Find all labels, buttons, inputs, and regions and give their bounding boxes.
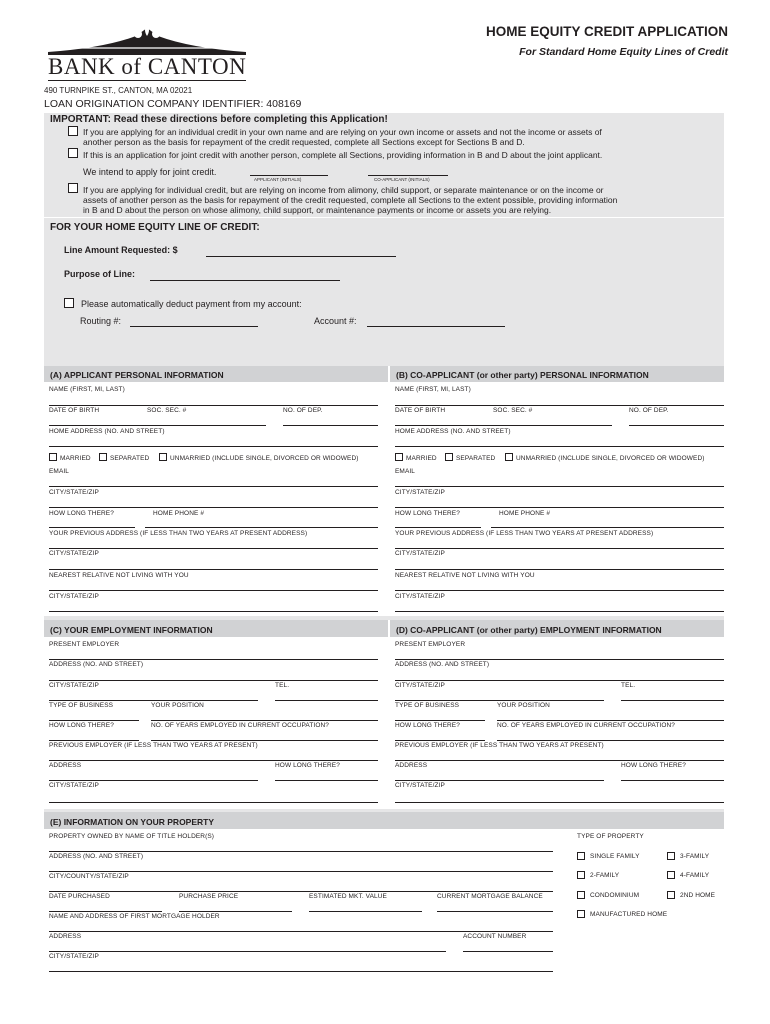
d-tel-label: TEL. [621,682,636,689]
b-city-field[interactable] [395,507,724,508]
c-years-label: NO. OF YEARS EMPLOYED IN CURRENT OCCUPATION? [151,722,330,729]
purpose-field[interactable] [150,280,340,281]
b-city2-field[interactable] [395,569,724,570]
a-unmarried-checkbox[interactable] [159,453,167,461]
a-how-long-field[interactable] [49,527,135,528]
b-prev-address-label: YOUR PREVIOUS ADDRESS (IF LESS THAN TWO YEARS AT PRESENT ADDRESS) [395,530,654,537]
c-years-field[interactable] [151,740,378,741]
e-price-label: PURCHASE PRICE [179,893,239,900]
c-how-long2-field[interactable] [275,780,378,781]
d-position-label: YOUR POSITION [497,702,550,709]
bank-address: 490 TURNPIKE ST., CANTON, MA 02021 [44,86,193,95]
c-employer-label: PRESENT EMPLOYER [49,641,120,648]
e-city-label: CITY/COUNTY/STATE/ZIP [49,873,129,880]
a-prev-address-label: YOUR PREVIOUS ADDRESS (IF LESS THAN TWO YEARS AT PRESENT ADDRESS) [49,530,308,537]
a-relative-label: NEAREST RELATIVE NOT LIVING WITH YOU [49,572,189,579]
d-city-label: CITY/STATE/ZIP [395,682,445,689]
joint-credit-checkbox[interactable] [68,148,78,158]
manufactured-checkbox[interactable] [577,910,585,918]
b-city3-field[interactable] [395,611,724,612]
d-business-label: TYPE OF BUSINESS [395,702,460,709]
option1-line2: another person as the basis for repayment of the credit requested, complete all Sections except for Sections B and D. [83,137,525,147]
section-ab-divider [388,366,390,616]
section-c-title: (C) YOUR EMPLOYMENT INFORMATION [50,625,213,635]
b-home-phone-label: HOME PHONE # [499,510,551,517]
intend-joint-text: We intend to apply for joint credit. [83,167,217,177]
two-family-label: 2-FAMILY [590,872,620,879]
b-relative-label: NEAREST RELATIVE NOT LIVING WITH YOU [395,572,535,579]
e-date-purchased-label: DATE PURCHASED [49,893,110,900]
c-tel-field[interactable] [275,700,378,701]
a-city-field[interactable] [49,507,378,508]
a-dob-field[interactable] [49,425,266,426]
condominium-label: CONDOMINIUM [590,892,640,899]
d-how-long2-label: HOW LONG THERE? [621,762,686,769]
d-position-field[interactable] [497,720,724,721]
b-email-field[interactable] [395,486,724,487]
b-home-address-field[interactable] [395,446,724,447]
important-heading: IMPORTANT: Read these directions before completing this Application! [50,114,388,125]
b-unmarried-label: UNMARRIED (INCLUDE SINGLE, DIVORCED OR WIDOWED) [516,455,705,462]
c-address2-label: ADDRESS [49,762,82,769]
option3-line2: assets of another person as the basis for repayment of the credit requested, complete all Sections to the extent possible, providing information [83,195,618,205]
a-city2-label: CITY/STATE/ZIP [49,550,99,557]
e-account-number-field[interactable] [463,951,553,952]
a-city3-label: CITY/STATE/ZIP [49,593,99,600]
a-dob-label: DATE OF BIRTH [49,407,100,414]
e-address2-label: ADDRESS [49,933,82,940]
d-address-field[interactable] [395,680,724,681]
c-how-long2-label: HOW LONG THERE? [275,762,340,769]
b-home-phone-field[interactable] [491,527,724,528]
d-prev-employer-field[interactable] [395,760,724,761]
second-home-label: 2ND HOME [680,892,716,899]
manufactured-label: MANUFACTURED HOME [590,911,668,918]
d-prev-employer-label: PREVIOUS EMPLOYER (IF LESS THAN TWO YEARS AT PRESENT) [395,742,604,749]
b-ssn-label: SOC. SEC. # [493,407,533,414]
loan-id: LOAN ORIGINATION COMPANY IDENTIFIER: 408169 [44,98,302,110]
section-cd-divider [388,620,390,809]
c-prev-employer-label: PREVIOUS EMPLOYER (IF LESS THAN TWO YEARS AT PRESENT) [49,742,258,749]
single-family-label: SINGLE FAMILY [590,853,640,860]
option3-text [83,185,617,215]
d-employer-field[interactable] [395,659,724,660]
e-first-mortgage-field[interactable] [49,931,553,932]
c-business-field[interactable] [49,720,139,721]
d-employer-label: PRESENT EMPLOYER [395,641,466,648]
e-address-label: ADDRESS (NO. AND STREET) [49,853,144,860]
b-prev-address-field[interactable] [395,548,724,549]
a-city2-field[interactable] [49,569,378,570]
b-unmarried-checkbox[interactable] [505,453,513,461]
e-city-field[interactable] [49,891,553,892]
four-family-label: 4-FAMILY [680,872,710,879]
a-how-long-label: HOW LONG THERE? [49,510,114,517]
a-dep-label: NO. OF DEP. [283,407,323,414]
b-dob-field[interactable] [395,425,612,426]
e-account-number-label: ACCOUNT NUMBER [463,933,527,940]
individual-credit-checkbox[interactable] [68,126,78,136]
a-email-label: EMAIL [49,468,70,475]
e-market-value-field[interactable] [309,911,422,912]
section-d-title: (D) CO-APPLICANT (or other party) EMPLOYMENT INFORMATION [396,625,662,635]
a-home-address-field[interactable] [49,446,378,447]
routing-field[interactable] [130,326,258,327]
line-amount-label: Line Amount Requested: $ [64,245,178,255]
a-separated-checkbox[interactable] [99,453,107,461]
option3-line3: in B and D about the person on whose alimony, child support, or maintenance payments or income or assets you are relying. [83,205,552,215]
a-home-address-label: HOME ADDRESS (NO. AND STREET) [49,428,165,435]
purpose-label: Purpose of Line: [64,269,136,279]
c-business-label: TYPE OF BUSINESS [49,702,114,709]
option3-line1: If you are applying for individual credit, but are relying on income from alimony, child support, or separate maintenance or on the income or [83,185,604,195]
three-family-checkbox[interactable] [667,852,675,860]
c-address-field[interactable] [49,680,378,681]
d-how-long2-field[interactable] [621,780,724,781]
a-married-checkbox[interactable] [49,453,57,461]
a-unmarried-label: UNMARRIED (INCLUDE SINGLE, DIVORCED OR WIDOWED) [170,455,359,462]
c-city-label: CITY/STATE/ZIP [49,682,99,689]
b-separated-checkbox[interactable] [445,453,453,461]
a-separated-label: SEPARATED [110,455,150,462]
second-home-checkbox[interactable] [667,891,675,899]
account-field[interactable] [367,326,505,327]
b-city3-label: CITY/STATE/ZIP [395,593,445,600]
b-name-field[interactable] [395,405,724,406]
e-market-value-label: ESTIMATED MKT. VALUE [309,893,387,900]
d-city2-field[interactable] [395,802,724,803]
a-dep-field[interactable] [283,425,378,426]
coapplicant-initials-label: CO-APPLICANT (INITIALS) [374,177,430,182]
logo-roof-icon [44,22,250,56]
a-name-label: NAME (FIRST, MI, LAST) [49,386,125,393]
option1-line1: If you are applying for an individual credit in your own name and are relying on your own income or assets and not the income or assets of [83,127,602,137]
a-relative-field[interactable] [49,590,378,591]
b-name-label: NAME (FIRST, MI, LAST) [395,386,471,393]
d-address2-label: ADDRESS [395,762,428,769]
c-position-field[interactable] [151,720,378,721]
e-city2-label: CITY/STATE/ZIP [49,953,99,960]
d-address-label: ADDRESS (NO. AND STREET) [395,661,490,668]
d-how-long-field[interactable] [395,740,485,741]
section-ab-body [44,382,724,616]
d-business-field[interactable] [395,720,485,721]
a-city3-field[interactable] [49,611,378,612]
applicant-initials-field[interactable] [250,175,328,176]
credit-line-heading: FOR YOUR HOME EQUITY LINE OF CREDIT: [50,222,260,233]
autodeduct-checkbox[interactable] [64,298,74,308]
c-how-long-label: HOW LONG THERE? [49,722,114,729]
a-email-field[interactable] [49,486,378,487]
a-prev-address-field[interactable] [49,548,378,549]
c-position-label: YOUR POSITION [151,702,204,709]
routing-label: Routing #: [80,316,122,326]
d-how-long-label: HOW LONG THERE? [395,722,460,729]
b-relative-field[interactable] [395,590,724,591]
section-a-title: (A) APPLICANT PERSONAL INFORMATION [50,370,224,380]
three-family-label: 3-FAMILY [680,853,710,860]
c-how-long-field[interactable] [49,740,139,741]
c-address2-field[interactable] [49,780,258,781]
coapplicant-initials-field[interactable] [368,175,448,176]
b-dob-label: DATE OF BIRTH [395,407,446,414]
b-dep-field[interactable] [629,425,724,426]
e-mortgage-balance-label: CURRENT MORTGAGE BALANCE [437,893,543,900]
four-family-checkbox[interactable] [667,871,675,879]
e-city2-field[interactable] [49,971,553,972]
b-how-long-label: HOW LONG THERE? [395,510,460,517]
d-address2-field[interactable] [395,780,604,781]
b-city2-label: CITY/STATE/ZIP [395,550,445,557]
bank-logo [44,22,250,84]
form-subtitle: For Standard Home Equity Lines of Credit [519,46,728,58]
c-city-field[interactable] [49,700,258,701]
c-tel-label: TEL. [275,682,290,689]
c-address-label: ADDRESS (NO. AND STREET) [49,661,144,668]
a-ssn-label: SOC. SEC. # [147,407,187,414]
e-price-field[interactable] [179,911,292,912]
b-married-checkbox[interactable] [395,453,403,461]
autodeduct-label: Please automatically deduct payment from my account: [81,299,302,309]
condominium-checkbox[interactable] [577,891,585,899]
form-title: HOME EQUITY CREDIT APPLICATION [485,24,728,39]
e-mortgage-balance-field[interactable] [437,911,553,912]
b-home-address-label: HOME ADDRESS (NO. AND STREET) [395,428,511,435]
e-address-field[interactable] [49,871,553,872]
e-owned-by-label: PROPERTY OWNED BY NAME OF TITLE HOLDER(S) [49,833,215,840]
option2-text: If this is an application for joint credit with another person, complete all Sections, providing information in B and D about the joint applicant. [83,150,603,160]
d-city2-label: CITY/STATE/ZIP [395,782,445,789]
e-address2-field[interactable] [49,951,446,952]
a-city-label: CITY/STATE/ZIP [49,489,99,496]
e-first-mortgage-label: NAME AND ADDRESS OF FIRST MORTGAGE HOLDER [49,913,220,920]
d-years-label: NO. OF YEARS EMPLOYED IN CURRENT OCCUPATION? [497,722,676,729]
b-email-label: EMAIL [395,468,416,475]
a-home-phone-label: HOME PHONE # [153,510,205,517]
c-employer-field[interactable] [49,659,378,660]
single-family-checkbox[interactable] [577,852,585,860]
section-b-title: (B) CO-APPLICANT (or other party) PERSONAL INFORMATION [396,370,649,380]
e-type-label: TYPE OF PROPERTY [577,833,644,840]
a-name-field[interactable] [49,405,378,406]
b-city-label: CITY/STATE/ZIP [395,489,445,496]
a-home-phone-field[interactable] [145,527,378,528]
logo-text: BANK of CANTON [48,54,247,79]
option1-text [83,127,602,147]
e-owned-by-field[interactable] [49,851,553,852]
e-date-purchased-field[interactable] [49,911,162,912]
account-label: Account #: [314,316,357,326]
individual-other-income-checkbox[interactable] [68,183,78,193]
b-how-long-field[interactable] [395,527,481,528]
section-e-title: (E) INFORMATION ON YOUR PROPERTY [50,817,215,827]
c-city2-field[interactable] [49,802,378,803]
line-amount-field[interactable] [206,256,396,257]
applicant-initials-label: APPLICANT (INITIALS) [254,177,302,182]
d-years-field[interactable] [497,740,724,741]
b-dep-label: NO. OF DEP. [629,407,669,414]
d-tel-field[interactable] [621,700,724,701]
two-family-checkbox[interactable] [577,871,585,879]
a-married-label: MARRIED [60,455,91,462]
d-city-field[interactable] [395,700,604,701]
b-married-label: MARRIED [406,455,437,462]
c-city2-label: CITY/STATE/ZIP [49,782,99,789]
c-prev-employer-field[interactable] [49,760,378,761]
b-separated-label: SEPARATED [456,455,496,462]
